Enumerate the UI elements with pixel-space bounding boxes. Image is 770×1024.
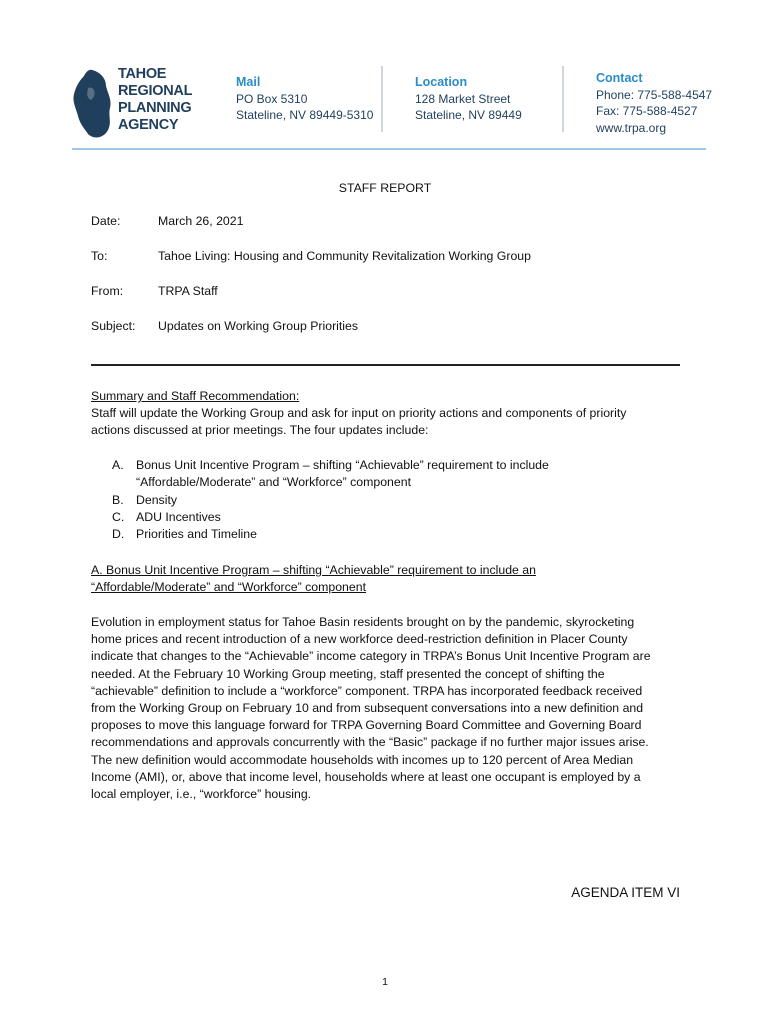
letterhead-divider: [381, 66, 383, 132]
summary-text-line: actions discussed at prior meetings. The four updates include:: [91, 423, 429, 438]
tahoe-lake-logo-icon: [70, 68, 116, 140]
paragraph-line: from the Working Group on February 10 and from subsequent conversations into a new definition and: [91, 701, 644, 716]
paragraph-line: proposes to move this language forward for TRPA Governing Board Committee and Governing Board: [91, 718, 642, 733]
contact-phone: Phone: 775-588-4547: [596, 87, 713, 102]
paragraph-line: The new definition would accommodate households with incomes up to 120 percent of Area Median: [91, 752, 634, 767]
paragraph-line: Income (AMI), or, above that income level, households where at least one occupant is employed by a: [91, 769, 641, 784]
list-letter: C.: [112, 510, 125, 524]
from-label: From:: [91, 284, 124, 298]
paragraph-line: home prices and recent introduction of a new workforce deed-restriction definition in Placer County: [91, 632, 628, 647]
summary-section: [91, 388, 691, 440]
from-value: TRPA Staff: [158, 284, 218, 298]
org-name: [118, 66, 192, 134]
date-label: Date:: [91, 214, 121, 228]
summary-heading: Summary and Staff Recommendation:: [91, 389, 300, 403]
org-name-line: AGENCY: [118, 117, 179, 133]
paragraph-line: needed. At the February 10 Working Group meeting, staff presented the concept of shifting the: [91, 666, 605, 681]
list-text: Bonus Unit Incentive Program – shifting “Achievable” requirement to include: [136, 458, 549, 472]
mail-line: PO Box 5310: [236, 91, 308, 106]
summary-text-line: Staff will update the Working Group and ask for input on priority actions and components of priority: [91, 406, 627, 421]
paragraph-line: “achievable” definition to include a “workforce” component. TRPA has incorporated feedback received: [91, 683, 643, 698]
to-value: Tahoe Living: Housing and Community Revitalization Working Group: [158, 249, 531, 263]
list-item: [112, 526, 257, 543]
letterhead-rule: [72, 148, 706, 150]
org-name-line: REGIONAL: [118, 83, 193, 99]
list-letter: A.: [112, 458, 124, 472]
subject-value: Updates on Working Group Priorities: [158, 319, 359, 333]
paragraph-line: local employer, i.e., “workforce” housing.: [91, 787, 312, 802]
mail-heading: Mail: [236, 75, 261, 89]
letterhead-divider: [562, 66, 564, 132]
paragraph-line: indicate that changes to the “Achievable” income category in TRPA’s Bonus Unit Incentive Program are: [91, 649, 651, 664]
list-item: [112, 509, 221, 526]
section-a-paragraph: [91, 614, 711, 803]
mail-block: [236, 74, 373, 124]
paragraph-line: recommendations and approvals concurrently with the “Basic” package if no further major issues arise.: [91, 735, 649, 750]
list-letter: D.: [112, 527, 125, 541]
section-a-heading-line: A. Bonus Unit Incentive Program – shifting “Achievable” requirement to include an: [91, 563, 536, 577]
paragraph-line: Evolution in employment status for Tahoe Basin residents brought on by the pandemic, skyrocketing: [91, 615, 635, 629]
section-a-heading-line: “Affordable/Moderate” and “Workforce” component: [91, 580, 366, 595]
contact-website[interactable]: www.trpa.org: [596, 120, 667, 135]
agenda-item-label: AGENDA ITEM VI: [571, 885, 680, 900]
to-label: To:: [91, 249, 108, 263]
list-text: Density: [136, 493, 178, 507]
contact-fax: Fax: 775-588-4527: [596, 104, 698, 118]
page-number: 1: [382, 976, 388, 988]
section-a-heading: [91, 562, 711, 596]
list-item: [112, 492, 177, 509]
list-letter: B.: [112, 493, 124, 507]
location-heading: Location: [415, 75, 468, 89]
header-divider: [91, 364, 680, 366]
location-line: Stateline, NV 89449: [415, 108, 522, 122]
location-line: 128 Market Street: [415, 91, 511, 106]
contact-heading: Contact: [596, 71, 643, 85]
org-name-line: PLANNING: [118, 100, 192, 116]
list-text: ADU Incentives: [136, 510, 221, 524]
list-text-continued: “Affordable/Moderate” and “Workforce” component: [136, 475, 411, 490]
subject-label: Subject:: [91, 319, 136, 333]
mail-line: Stateline, NV 89449-5310: [236, 108, 374, 122]
report-title: STAFF REPORT: [338, 181, 432, 195]
location-block: [415, 74, 522, 124]
contact-block: [596, 70, 712, 136]
list-text: Priorities and Timeline: [136, 527, 257, 541]
list-item: [112, 457, 549, 491]
date-value: March 26, 2021: [158, 214, 244, 228]
org-name-line: TAHOE: [118, 66, 167, 82]
